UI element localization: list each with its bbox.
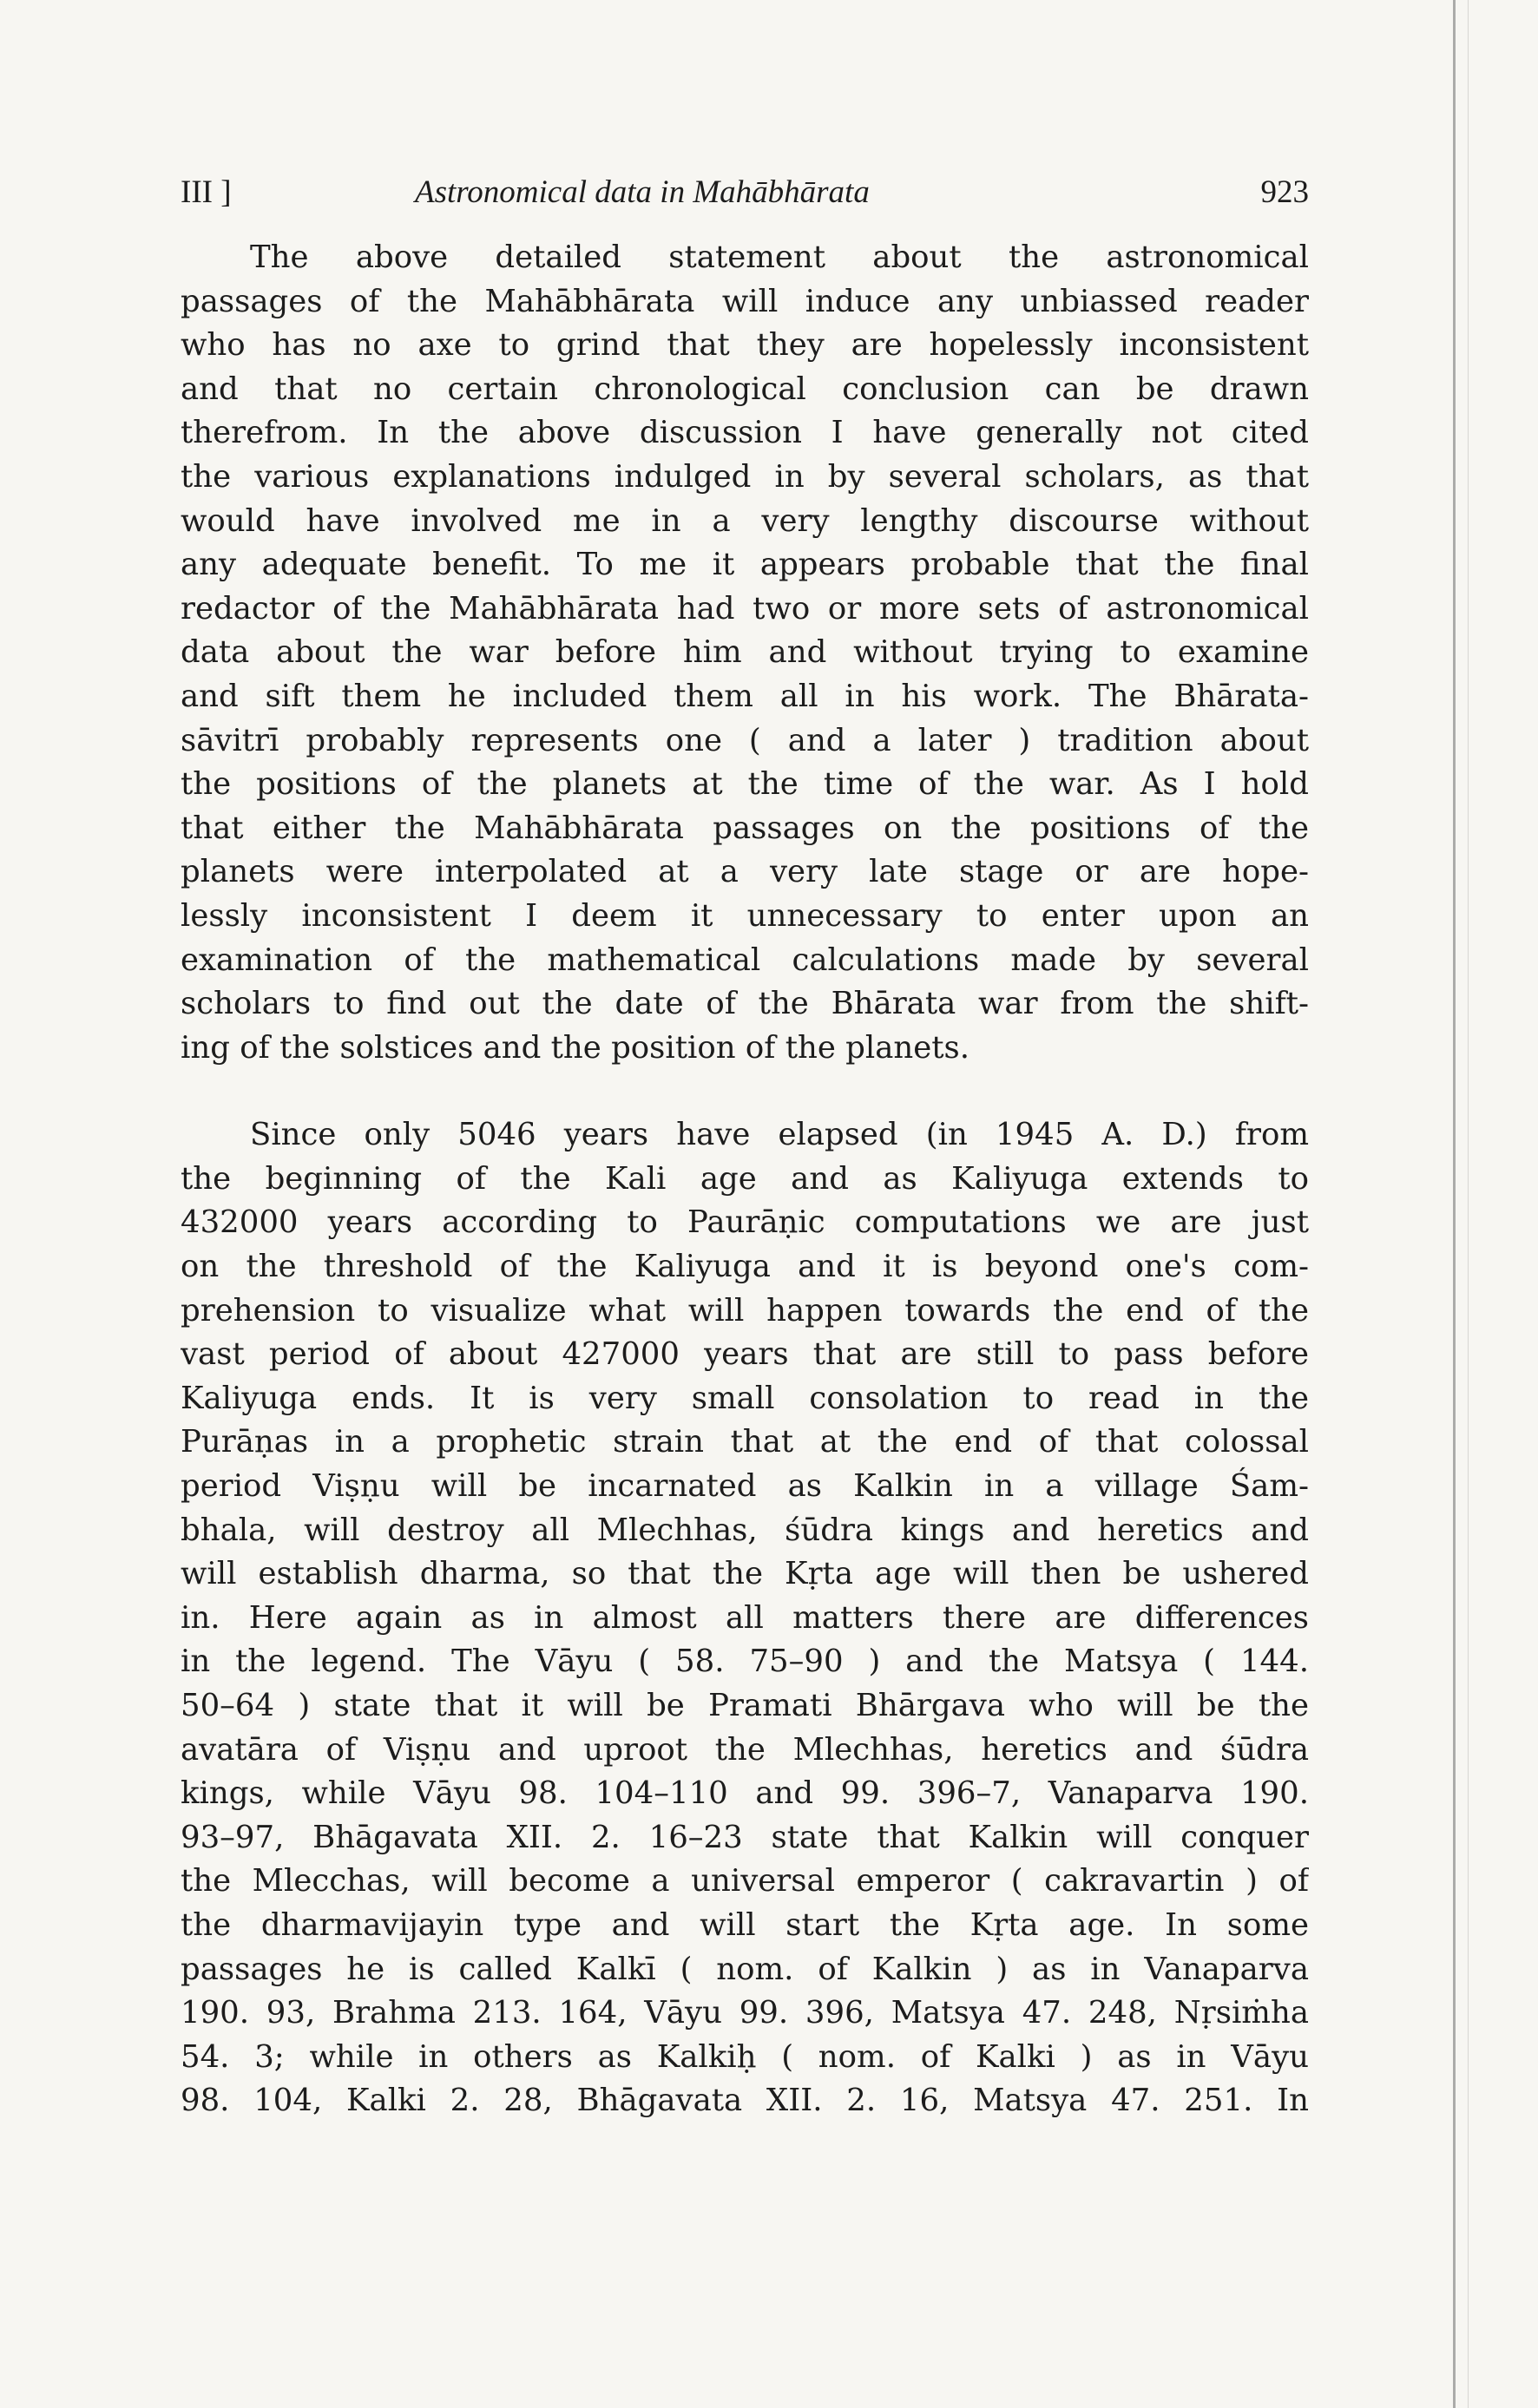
text-line: avatāra of Viṣṇu and uproot the Mlechhas, heretics and śūdra <box>181 1731 1309 1768</box>
text-line: passages he is called Kalkī ( nom. of Kalkin ) as in Vanaparva <box>181 1951 1309 1987</box>
text-line: examination of the mathematical calculations made by several <box>181 942 1309 978</box>
text-line: the positions of the planets at the time of the war. As I hold <box>181 766 1309 803</box>
text-line: sāvitrī probably represents one ( and a later ) tradition about <box>181 722 1309 758</box>
text-line: on the threshold of the Kaliyuga and it is beyond one's com- <box>181 1249 1309 1285</box>
paragraph-1 <box>181 236 1309 1070</box>
text-line: Kaliyuga ends. It is very small consolation to read in the <box>181 1380 1309 1416</box>
page-number: 923 <box>1260 174 1309 210</box>
text-line: redactor of the Mahābhārata had two or more sets of astronomical <box>181 590 1309 627</box>
text-line: and that no certain chronological conclusion can be drawn <box>181 371 1309 407</box>
text-line: bhala, will destroy all Mlechhas, śūdra kings and heretics and <box>181 1512 1309 1548</box>
text-line: 190. 93, Brahma 213. 164, Vāyu 99. 396, Matsya 47. 248, Nṛsiṁha <box>181 1995 1309 2031</box>
text-line: 50–64 ) state that it will be Pramati Bhārgava who will be the <box>181 1688 1309 1723</box>
text-line: vast period of about 427000 years that are still to pass before <box>181 1336 1309 1373</box>
text-line: 54. 3; while in others as Kalkiḥ ( nom. of Kalki ) as in Vāyu <box>181 2038 1309 2075</box>
text-line: any adequate benefit. To me it appears probable that the final <box>181 547 1309 583</box>
text-line: period Viṣṇu will be incarnated as Kalkin in a village Śam- <box>181 1468 1309 1505</box>
text-line: in the legend. The Vāyu ( 58. 75–90 ) and the Matsya ( 144. <box>181 1644 1309 1680</box>
text-line: the Mlecchas, will become a universal emperor ( cakravartin ) of <box>181 1863 1309 1899</box>
text-line: lessly inconsistent I deem it unnecessary to enter upon an <box>181 897 1309 934</box>
text-line: 98. 104, Kalki 2. 28, Bhāgavata XII. 2. 16, Matsya 47. 251. In <box>181 2083 1309 2119</box>
text-line: Purāṇas in a prophetic strain that at the end of that colossal <box>181 1424 1309 1460</box>
text-line: the various explanations indulged in by several scholars, as that <box>181 458 1309 495</box>
text-line: ing of the solstices and the position of the planets. <box>181 1029 969 1066</box>
text-line: would have involved me in a very lengthy discourse without <box>181 502 1309 539</box>
text-line: prehension to visualize what will happen towards the end of the <box>181 1292 1309 1329</box>
text-line: will establish dharma, so that the Kṛta age will then be ushered <box>181 1556 1309 1592</box>
page-edge-shadow <box>1453 0 1456 2408</box>
text-line: in. Here again as in almost all matters there are differences <box>181 1599 1309 1636</box>
chapter-marker: III ] <box>181 174 232 210</box>
page-edge-line <box>1468 0 1469 2408</box>
text-line: The above detailed statement about the astronomical <box>250 239 1309 275</box>
text-line: that either the Mahābhārata passages on the positions of the <box>181 810 1309 846</box>
text-line: who has no axe to grind that they are hopelessly inconsistent <box>181 327 1309 364</box>
text-line: therefrom. In the above discussion I have generally not cited <box>181 415 1309 451</box>
text-line: scholars to find out the date of the Bhārata war from the shift- <box>181 986 1309 1022</box>
text-line: 93–97, Bhāgavata XII. 2. 16–23 state that Kalkin will conquer <box>181 1819 1309 1855</box>
running-title: Astronomical data in Mahābhārata <box>415 174 870 210</box>
text-line: the beginning of the Kali age and as Kaliyuga extends to <box>181 1160 1309 1197</box>
paragraph-2 <box>181 1113 1309 2123</box>
text-line: kings, while Vāyu 98. 104–110 and 99. 396–7, Vanaparva 190. <box>181 1775 1309 1812</box>
text-line: and sift them he included them all in his work. The Bhārata- <box>181 678 1309 714</box>
running-header <box>181 170 1309 215</box>
text-line: the dharmavijayin type and will start the Kṛta age. In some <box>181 1906 1309 1943</box>
text-line: planets were interpolated at a very late stage or are hope- <box>181 854 1309 890</box>
text-line: data about the war before him and without trying to examine <box>181 634 1309 671</box>
text-line: Since only 5046 years have elapsed (in 1945 A. D.) from <box>250 1117 1309 1153</box>
body-text <box>181 236 1309 2123</box>
text-line: 432000 years according to Paurāṇic computations we are just <box>181 1204 1309 1241</box>
text-line: passages of the Mahābhārata will induce any unbiassed reader <box>181 283 1309 319</box>
